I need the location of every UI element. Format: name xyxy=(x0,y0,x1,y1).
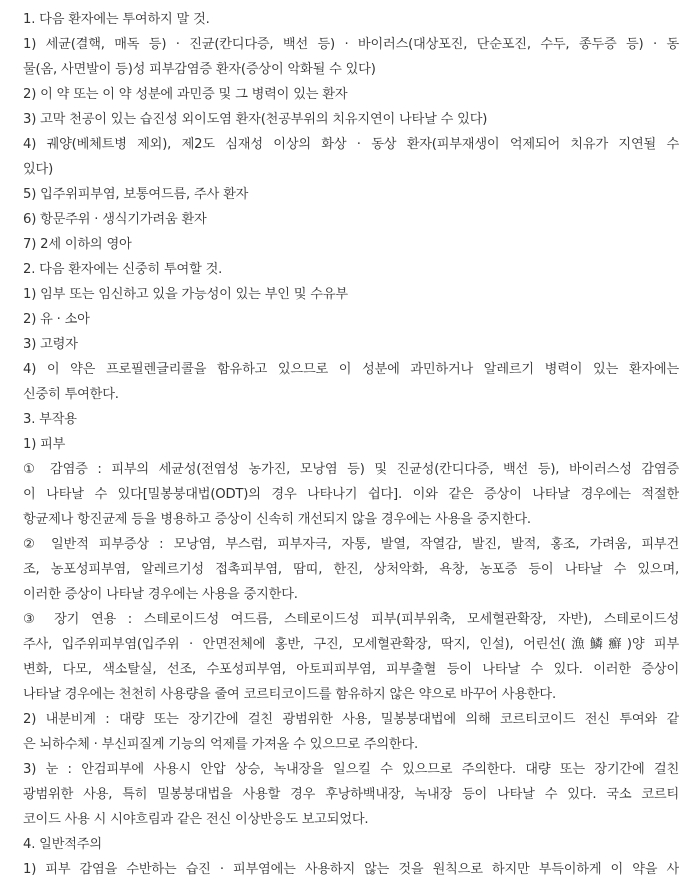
text-line: 이러한 증상이 나타날 경우에는 사용을 중지한다. xyxy=(23,587,298,602)
text-line: 항균제나 항진균제 등을 병용하고 증상이 신속히 개선되지 않을 경우에는 사용을 중지한다. xyxy=(23,512,531,527)
text-line: 이 나타날 수 있다[밀봉붕대법(ODT)의 경우 나타나기 쉽다]. 이와 같은 증상이 나타날 경우에는 적절한 xyxy=(23,487,679,502)
text-line: 3) 고령자 xyxy=(23,337,78,352)
text-line: ③ 장기 연용 : 스테로이드성 여드름, 스테로이드성 피부(피부위축, 모세혈관확장, 자반), 스테로이드성 xyxy=(23,612,679,627)
text-line: 4) 궤양(베체트병 제외), 제2도 심재성 이상의 화상 · 동상 환자(피부재생이 억제되어 치유가 지연될 수 xyxy=(23,137,679,152)
text-line: 1) 임부 또는 임신하고 있을 가능성이 있는 부인 및 수유부 xyxy=(23,287,348,302)
text-line: 은 뇌하수체 · 부신피질계 기능의 억제를 가져올 수 있으므로 주의한다. xyxy=(23,737,419,752)
text-line: 3. 부작용 xyxy=(23,412,77,427)
text-line: ② 일반적 피부증상 : 모낭염, 부스럼, 피부자극, 자통, 발열, 작열감, 발진, 발적, 홍조, 가려움, 피부건 xyxy=(23,537,679,552)
text-line: 변화, 다모, 색소탈실, 선조, 수포성피부염, 아토피피부염, 피부출혈 등이 나타날 수 있다. 이러한 증상이 xyxy=(23,662,679,677)
text-line: 4) 이 약은 프로필렌글리콜을 함유하고 있으므로 이 성분에 과민하거나 알레르기 병력이 있는 환자에는 xyxy=(23,362,679,377)
text-line: 1) 피부 감염을 수반하는 습진 · 피부염에는 사용하지 않는 것을 원칙으로 하지만 부득이하게 이 약을 사 xyxy=(23,862,679,877)
text-line: 6) 항문주위 · 생식기가려움 환자 xyxy=(23,212,207,227)
text-line: 1) 세균(결핵, 매독 등) · 진균(칸디다증, 백선 등) · 바이러스(대상포진, 단순포진, 수두, 종두증 등) · 동 xyxy=(23,37,679,52)
text-line: ① 감염증 : 피부의 세균성(전염성 농가진, 모낭염 등) 및 진균성(칸디다증, 백선 등), 바이러스성 감염증 xyxy=(23,462,679,477)
document-body xyxy=(23,7,679,882)
text-line: 2) 내분비계 : 대량 또는 장기간에 걸친 광범위한 사용, 밀봉붕대법에 의해 코르티코이드 전신 투여와 같 xyxy=(23,712,679,727)
text-line: 2. 다음 환자에는 신중히 투여할 것. xyxy=(23,262,223,277)
text-line: 3) 고막 천공이 있는 습진성 외이도염 환자(천공부위의 치유지연이 나타날 수 있다) xyxy=(23,112,488,127)
text-line: 2) 유 · 소아 xyxy=(23,312,90,327)
text-line: 나타날 경우에는 천천히 사용량을 줄여 코르티코이드를 함유하지 않은 약으로 바꾸어 사용한다. xyxy=(23,687,556,702)
text-line: 1) 피부 xyxy=(23,437,66,452)
text-line: 3) 눈 : 안검피부에 사용시 안압 상승, 녹내장을 일으킬 수 있으므로 주의한다. 대량 또는 장기간에 걸친 xyxy=(23,762,679,777)
text-line: 주사, 입주위피부염(입주위 · 안면전체에 홍반, 구진, 모세혈관확장, 딱지, 인설), 어린선(漁鱗癬)양 피부 xyxy=(23,637,679,652)
text-line: 신중히 투여한다. xyxy=(23,387,119,402)
text-line: 2) 이 약 또는 이 약 성분에 과민증 및 그 병력이 있는 환자 xyxy=(23,87,348,102)
text-line: 5) 입주위피부염, 보통여드름, 주사 환자 xyxy=(23,187,249,202)
text-line: 7) 2세 이하의 영아 xyxy=(23,237,132,252)
text-line: 조, 농포성피부염, 알레르기성 접촉피부염, 땀띠, 한진, 상처악화, 욕창, 농포증 등이 나타날 수 있으며, xyxy=(23,562,679,577)
text-line: 코이드 사용 시 시야흐림과 같은 전신 이상반응도 보고되었다. xyxy=(23,812,369,827)
text-line: 4. 일반적주의 xyxy=(23,837,102,852)
text-line: 1. 다음 환자에는 투여하지 말 것. xyxy=(23,12,210,27)
text-line: 물(옴, 사면발이 등)성 피부감염증 환자(증상이 악화될 수 있다) xyxy=(23,62,376,77)
text-line: 있다) xyxy=(23,162,54,177)
text-line: 광범위한 사용, 특히 밀봉붕대법을 사용할 경우 후낭하백내장, 녹내장 등이 나타날 수 있다. 국소 코르티 xyxy=(23,787,679,802)
